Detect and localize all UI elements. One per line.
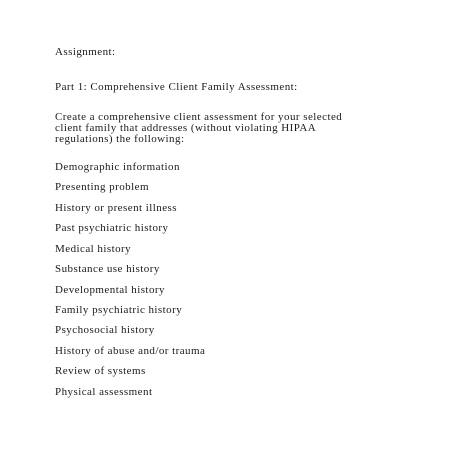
list-item: History or present illness [55, 202, 177, 214]
list-item: Medical history [55, 243, 132, 255]
part-title: Part 1: Comprehensive Client Family Assessment: [55, 81, 298, 93]
list-item: Past psychiatric history [55, 222, 169, 234]
intro-line: client family that addresses (without violating HIPAA [55, 122, 317, 134]
list-item: Review of systems [55, 365, 146, 377]
list-item: History of abuse and/or trauma [55, 345, 206, 357]
list-item: Family psychiatric history [55, 304, 183, 316]
list-item: Presenting problem [55, 181, 149, 193]
intro-line: Create a comprehensive client assessment for your selected [55, 111, 343, 123]
list-item: Demographic information [55, 161, 180, 173]
intro-line: regulations) the following: [55, 133, 185, 145]
list-item: Psychosocial history [55, 324, 155, 336]
assignment-heading: Assignment: [55, 46, 116, 58]
list-item: Developmental history [55, 284, 165, 296]
list-item: Substance use history [55, 263, 160, 275]
list-item: Physical assessment [55, 386, 153, 398]
